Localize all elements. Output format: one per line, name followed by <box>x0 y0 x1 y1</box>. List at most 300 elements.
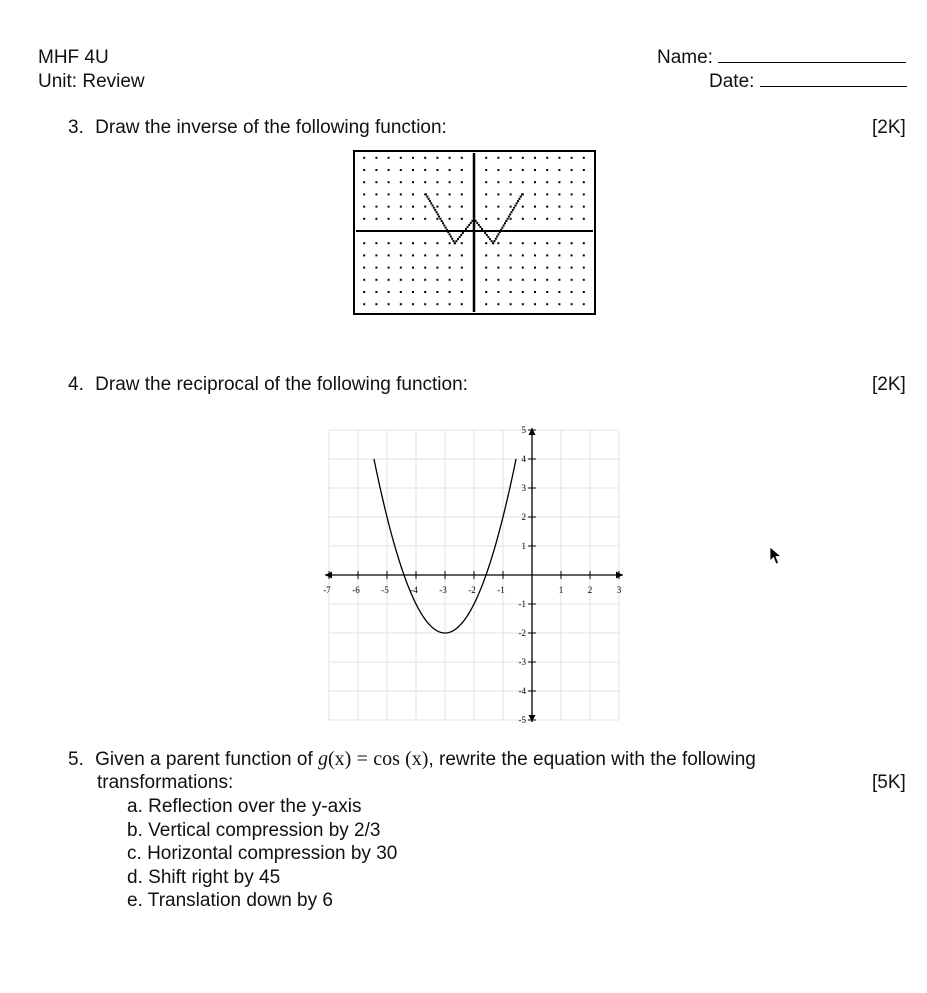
grid-dot <box>485 218 487 220</box>
item-letter: c. <box>127 843 142 864</box>
grid-dot <box>449 279 451 281</box>
name-label: Name: <box>657 47 713 68</box>
grid-dot <box>449 157 451 159</box>
curve-point <box>468 224 470 226</box>
grid-dot <box>510 303 512 305</box>
grid-dot <box>412 254 414 256</box>
curve-point <box>497 233 499 235</box>
curve-point <box>426 196 428 198</box>
item-text: Horizontal compression by 30 <box>147 843 398 864</box>
curve-point <box>507 218 509 220</box>
grid-dot <box>375 157 377 159</box>
grid-dot <box>485 242 487 244</box>
grid-dot <box>534 181 536 183</box>
grid-dot <box>571 181 573 183</box>
grid-dot <box>412 291 414 293</box>
curve-point <box>479 226 481 228</box>
grid-dot <box>485 181 487 183</box>
grid-dot <box>412 206 414 208</box>
grid-dot <box>485 254 487 256</box>
grid-dot <box>558 279 560 281</box>
item-letter: a. <box>127 796 143 817</box>
curve-point <box>521 193 523 195</box>
grid-dot <box>436 279 438 281</box>
list-item <box>127 795 397 819</box>
function-name: g <box>318 748 329 770</box>
grid-dot <box>400 181 402 183</box>
grid-dot <box>510 181 512 183</box>
question-5 <box>68 748 756 771</box>
grid-dot <box>546 291 548 293</box>
grid-dot <box>546 206 548 208</box>
function-arg: (x) <box>328 748 352 770</box>
grid-dot <box>449 193 451 195</box>
y-tick-label: 2 <box>521 512 526 522</box>
parabola-graph <box>318 424 624 724</box>
grid-dot <box>375 181 377 183</box>
curve-point <box>447 231 449 233</box>
grid-dot <box>534 254 536 256</box>
y-tick-label: -5 <box>518 715 526 724</box>
question-number: 4. <box>68 374 84 395</box>
grid-dot <box>571 242 573 244</box>
curve-point <box>463 230 465 232</box>
curve-point <box>473 218 475 220</box>
y-tick-label: 3 <box>521 483 526 493</box>
curve-point <box>504 222 506 224</box>
course-code: MHF 4U <box>38 47 109 68</box>
curve-point <box>492 242 494 244</box>
curve-point <box>442 222 444 224</box>
item-text: Reflection over the y-axis <box>148 796 362 817</box>
grid-dot <box>522 267 524 269</box>
grid-dot <box>558 242 560 244</box>
grid-dot <box>497 254 499 256</box>
curve-point <box>445 227 447 229</box>
grid-dot <box>436 267 438 269</box>
grid-dot <box>558 291 560 293</box>
grid-dot <box>412 193 414 195</box>
grid-dot <box>388 157 390 159</box>
grid-dot <box>583 157 585 159</box>
unit-title: Unit: Review <box>38 71 145 92</box>
curve-point <box>435 211 437 213</box>
x-tick-label: -7 <box>323 585 331 595</box>
curve-point <box>476 222 478 224</box>
grid-dot <box>522 157 524 159</box>
grid-dot <box>400 206 402 208</box>
grid-dot <box>424 267 426 269</box>
grid-dot <box>412 242 414 244</box>
grid-dot <box>424 181 426 183</box>
grid-dot <box>583 291 585 293</box>
grid-dot <box>583 303 585 305</box>
grid-dot <box>424 242 426 244</box>
grid-dot <box>583 181 585 183</box>
grid-dot <box>534 193 536 195</box>
grid-dot <box>546 193 548 195</box>
grid-dot <box>534 169 536 171</box>
grid-dot <box>436 169 438 171</box>
date-blank[interactable] <box>760 72 907 87</box>
grid-dot <box>510 206 512 208</box>
y-axis-arrow-up <box>529 428 536 435</box>
curve-point <box>457 238 459 240</box>
curve-point <box>508 216 510 218</box>
grid-dot <box>412 218 414 220</box>
grid-dot <box>546 157 548 159</box>
grid-dot <box>388 242 390 244</box>
list-item <box>127 819 397 843</box>
grid-dot <box>497 279 499 281</box>
curve-point <box>511 211 513 213</box>
x-tick-label: -5 <box>381 585 389 595</box>
grid-dot <box>388 218 390 220</box>
grid-dot <box>400 218 402 220</box>
curve-point <box>425 193 427 195</box>
grid-dot <box>522 254 524 256</box>
x-tick-label: -4 <box>410 585 418 595</box>
grid-dot <box>485 193 487 195</box>
grid-dot <box>571 303 573 305</box>
grid-dot <box>485 206 487 208</box>
item-letter: d. <box>127 866 143 888</box>
curve-point <box>518 198 520 200</box>
name-field[interactable] <box>657 47 906 69</box>
curve-point <box>503 224 505 226</box>
question-4-marks: [2K] <box>872 374 906 395</box>
grid-dot <box>571 218 573 220</box>
curve-point <box>514 204 516 206</box>
grid-dot <box>436 242 438 244</box>
grid-dot <box>424 169 426 171</box>
grid-dot <box>546 279 548 281</box>
grid-dot <box>449 218 451 220</box>
curve-point <box>430 202 432 204</box>
grid-dot <box>485 291 487 293</box>
grid-dot <box>449 267 451 269</box>
curve-point <box>491 240 493 242</box>
grid-dot <box>424 206 426 208</box>
grid-dot <box>436 303 438 305</box>
grid-dot <box>436 291 438 293</box>
grid-dot <box>485 267 487 269</box>
grid-dot <box>363 169 365 171</box>
grid-dot <box>375 291 377 293</box>
y-tick-label: -2 <box>518 628 526 638</box>
x-tick-label: 2 <box>587 585 593 595</box>
grid-dot <box>583 169 585 171</box>
curve-point <box>455 240 457 242</box>
grid-dot <box>461 267 463 269</box>
grid-dot <box>534 218 536 220</box>
grid-dot <box>412 303 414 305</box>
grid-dot <box>388 267 390 269</box>
curve-point <box>450 236 452 238</box>
grid-dot <box>449 303 451 305</box>
y-tick-label: 5 <box>521 425 526 435</box>
grid-dot <box>363 218 365 220</box>
grid-dot <box>375 279 377 281</box>
curve-point <box>486 234 488 236</box>
grid-dot <box>571 267 573 269</box>
grid-dot <box>571 157 573 159</box>
grid-dot <box>375 218 377 220</box>
grid-dot <box>400 169 402 171</box>
grid-dot <box>461 157 463 159</box>
grid-dot <box>510 267 512 269</box>
curve-point <box>513 207 515 209</box>
date-label: Date: <box>709 71 755 92</box>
curve-point <box>429 200 431 202</box>
grid-dot <box>375 242 377 244</box>
y-tick-label: 4 <box>521 454 526 464</box>
grid-dot <box>424 291 426 293</box>
curve-point <box>494 240 496 242</box>
grid-dot <box>510 242 512 244</box>
grid-dot <box>583 254 585 256</box>
grid-dot <box>449 242 451 244</box>
grid-dot <box>461 218 463 220</box>
curve-point <box>483 230 485 232</box>
list-item <box>127 889 397 913</box>
grid-dot <box>363 157 365 159</box>
grid-dot <box>497 193 499 195</box>
grid-dot <box>497 242 499 244</box>
grid-dot <box>375 303 377 305</box>
list-item <box>127 866 397 890</box>
grid-dot <box>534 242 536 244</box>
curve-point <box>520 196 522 198</box>
equals-sign: = <box>356 748 368 770</box>
grid-dot <box>400 193 402 195</box>
grid-dot <box>571 279 573 281</box>
grid-dot <box>546 242 548 244</box>
grid-dot <box>546 267 548 269</box>
grid-dot <box>522 279 524 281</box>
grid-dot <box>424 303 426 305</box>
curve-point <box>437 213 439 215</box>
grid-dot <box>400 291 402 293</box>
grid-dot <box>375 267 377 269</box>
grid-dot <box>583 267 585 269</box>
name-blank[interactable] <box>718 48 906 63</box>
grid-dot <box>436 181 438 183</box>
grid-dot <box>363 254 365 256</box>
curve-point <box>495 238 497 240</box>
grid-dot <box>400 157 402 159</box>
grid-dot <box>497 218 499 220</box>
y-tick-label: 1 <box>521 541 526 551</box>
grid-dot <box>522 303 524 305</box>
grid-dot <box>534 206 536 208</box>
grid-dot <box>522 169 524 171</box>
question-3 <box>68 117 447 139</box>
grid-dot <box>571 206 573 208</box>
grid-dot <box>461 303 463 305</box>
curve-point <box>462 232 464 234</box>
grid-dot <box>449 291 451 293</box>
grid-dot <box>412 267 414 269</box>
grid-dot <box>522 218 524 220</box>
grid-dot <box>583 218 585 220</box>
curve-point <box>470 222 472 224</box>
grid-dot <box>424 279 426 281</box>
grid-dot <box>388 169 390 171</box>
grid-dot <box>534 267 536 269</box>
curve-point <box>487 236 489 238</box>
grid-dot <box>497 303 499 305</box>
grid-dot <box>534 157 536 159</box>
grid-dot <box>546 254 548 256</box>
grid-dot <box>412 157 414 159</box>
item-letter: e. <box>127 890 143 911</box>
curve-point <box>443 224 445 226</box>
grid-dot <box>388 206 390 208</box>
grid-dot <box>461 279 463 281</box>
date-field[interactable] <box>709 71 907 93</box>
curve-point <box>441 220 443 222</box>
grid-dot <box>522 181 524 183</box>
curve-point <box>428 198 430 200</box>
question-number: 3. <box>68 117 84 138</box>
grid-dot <box>497 291 499 293</box>
grid-dot <box>510 169 512 171</box>
item-text: Shift right by 45 <box>148 866 281 888</box>
grid-dot <box>388 193 390 195</box>
grid-dot <box>558 267 560 269</box>
question-number: 5. <box>68 749 84 770</box>
grid-dot <box>522 206 524 208</box>
grid-dot <box>375 206 377 208</box>
grid-dot <box>375 193 377 195</box>
curve-point <box>449 233 451 235</box>
grid-dot <box>571 193 573 195</box>
grid-dot <box>497 267 499 269</box>
grid-dot <box>363 193 365 195</box>
grid-dot <box>534 279 536 281</box>
y-tick-label: -1 <box>518 599 526 609</box>
grid-dot <box>497 157 499 159</box>
curve-point <box>432 204 434 206</box>
grid-dot <box>388 279 390 281</box>
question-5-marks: [5K] <box>872 772 906 793</box>
grid-dot <box>485 303 487 305</box>
x-tick-label: 3 <box>616 585 622 595</box>
grid-dot <box>388 303 390 305</box>
y-tick-label: -3 <box>518 657 526 667</box>
curve-point <box>489 238 491 240</box>
grid-dot <box>363 242 365 244</box>
item-letter: b. <box>127 819 143 841</box>
cos-arg: (x) <box>405 748 429 770</box>
grid-dot <box>461 169 463 171</box>
grid-dot <box>583 279 585 281</box>
grid-dot <box>546 169 548 171</box>
grid-dot <box>510 254 512 256</box>
question-text-before: Given a parent function of <box>95 749 313 770</box>
cos-function: cos <box>373 748 400 770</box>
grid-dot <box>412 169 414 171</box>
curve-point <box>465 228 467 230</box>
grid-dot <box>583 242 585 244</box>
grid-dot <box>510 157 512 159</box>
grid-dot <box>363 267 365 269</box>
curve-point <box>484 232 486 234</box>
grid-dot <box>461 206 463 208</box>
curve-point <box>481 228 483 230</box>
grid-dot <box>461 193 463 195</box>
grid-dot <box>571 254 573 256</box>
transformation-list <box>127 795 397 913</box>
curve-point <box>478 224 480 226</box>
curve-point <box>451 238 453 240</box>
question-5-line2: transformations: <box>97 772 234 793</box>
grid-dot <box>558 303 560 305</box>
grid-dot <box>436 254 438 256</box>
grid-dot <box>424 254 426 256</box>
x-tick-label: -6 <box>352 585 360 595</box>
curve-point <box>505 220 507 222</box>
grid-dot <box>375 254 377 256</box>
question-text: Draw the inverse of the following function: <box>95 117 447 138</box>
grid-dot <box>510 218 512 220</box>
grid-dot <box>461 254 463 256</box>
grid-dot <box>510 193 512 195</box>
grid-dot <box>546 218 548 220</box>
curve-point <box>452 240 454 242</box>
question-3-marks: [2K] <box>872 117 906 138</box>
list-item <box>127 842 397 866</box>
item-text: Vertical compression by 2/3 <box>148 819 381 841</box>
grid-dot <box>363 181 365 183</box>
curve-point <box>434 209 436 211</box>
curve-point <box>459 236 461 238</box>
grid-dot <box>571 169 573 171</box>
curve-point <box>499 231 501 233</box>
x-tick-label: -2 <box>468 585 476 595</box>
grid-dot <box>400 279 402 281</box>
grid-dot <box>400 303 402 305</box>
grid-dot <box>546 181 548 183</box>
calculator-graph <box>353 150 596 315</box>
grid-dot <box>449 254 451 256</box>
grid-dot <box>558 193 560 195</box>
grid-dot <box>412 181 414 183</box>
curve-point <box>467 226 469 228</box>
grid-dot <box>497 169 499 171</box>
grid-dot <box>436 157 438 159</box>
curve-point <box>512 209 514 211</box>
x-tick-label: -1 <box>497 585 505 595</box>
grid-dot <box>400 254 402 256</box>
grid-dot <box>558 254 560 256</box>
grid-dot <box>363 206 365 208</box>
curve-point <box>439 218 441 220</box>
y-tick-label: -4 <box>518 686 526 696</box>
grid-dot <box>436 206 438 208</box>
grid-dot <box>363 291 365 293</box>
curve-point <box>509 213 511 215</box>
grid-dot <box>497 181 499 183</box>
grid-dot <box>424 218 426 220</box>
curve-point <box>454 242 456 244</box>
grid-dot <box>510 279 512 281</box>
grid-dot <box>363 279 365 281</box>
grid-dot <box>485 157 487 159</box>
grid-dot <box>546 303 548 305</box>
curve-point <box>475 220 477 222</box>
